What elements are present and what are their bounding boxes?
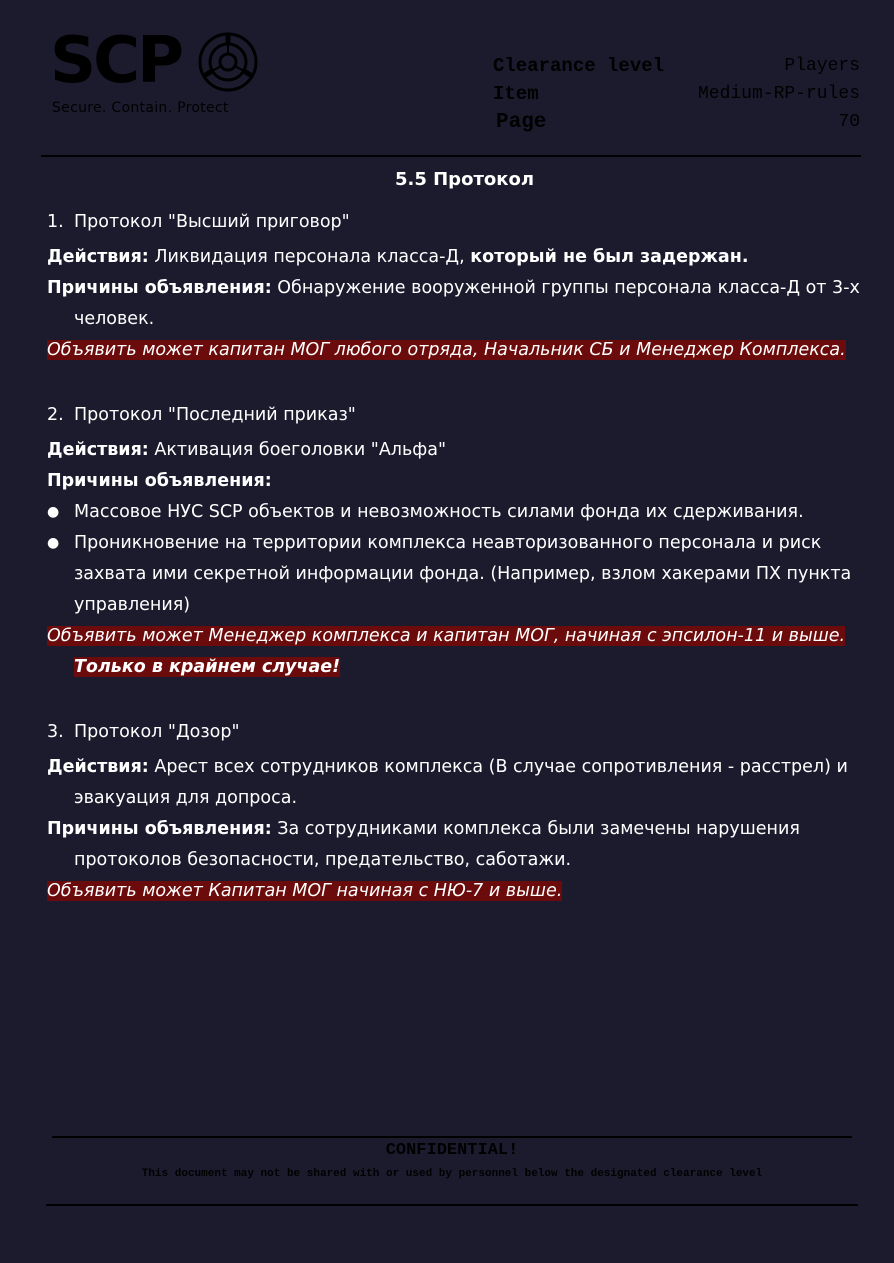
confidential-label: CONFIDENTIAL! xyxy=(385,1141,519,1160)
scp-emblem-icon xyxy=(198,32,258,92)
protocol-3-reasons xyxy=(47,814,862,876)
scp-logo xyxy=(50,24,260,120)
list-item: ● Массовое НУС SCP объектов и невозможность силами фонда их сдерживания. xyxy=(47,497,862,528)
header-divider xyxy=(41,155,861,157)
protocol-1-announce xyxy=(47,335,862,366)
reasons-label: Причины объявления: xyxy=(47,819,272,839)
item-row xyxy=(493,80,860,108)
protocol-2-actions xyxy=(47,435,862,466)
clearance-row xyxy=(493,52,860,80)
reasons-label: Причины объявления: xyxy=(47,471,272,491)
actions-text: Арест всех сотрудников комплекса (В случае сопротивления - расстрел) и эвакуация для допроса. xyxy=(74,757,848,808)
announce-text: Объявить может капитан МОГ любого отряда, Начальник СБ и Менеджер Комплекса. xyxy=(47,340,846,360)
footer-divider-bottom xyxy=(46,1204,858,1206)
item-label: Item xyxy=(493,83,539,105)
actions-label: Действия: xyxy=(47,757,149,777)
protocol-3-announce xyxy=(47,876,862,907)
actions-label: Действия: xyxy=(47,440,149,460)
protocol-3-title xyxy=(47,717,862,748)
confidential-notice: This document may not be shared with or used by personnel below the designated clearance level xyxy=(141,1168,763,1180)
document-meta xyxy=(493,52,860,136)
announce-strong: Только в крайнем случае! xyxy=(74,657,341,677)
protocol-2-title xyxy=(47,400,862,431)
actions-bold: который не был задержан xyxy=(470,247,742,267)
protocol-number: 3. xyxy=(47,722,64,742)
page-label: Page xyxy=(496,110,547,134)
protocol-1-actions xyxy=(47,242,862,273)
reasons-label: Причины объявления: xyxy=(47,278,272,298)
logo-tagline: Secure. Contain. Protect xyxy=(52,100,229,116)
reasons-text: Обнаружение вооруженной группы персонала класса-Д от 3-х человек. xyxy=(74,278,860,329)
page-row xyxy=(493,108,860,136)
logo-text: SCP xyxy=(50,24,181,98)
protocol-name: Протокол "Высший приговор" xyxy=(74,212,350,232)
clearance-value: Players xyxy=(784,56,860,76)
page-value: 70 xyxy=(838,112,860,132)
actions-text: Активация боеголовки "Альфа" xyxy=(148,440,447,460)
actions-text: Ликвидация персонала класса-Д, xyxy=(148,247,471,267)
protocol-name: Протокол "Последний приказ" xyxy=(74,405,356,425)
protocol-2-announce xyxy=(47,621,862,683)
document-body xyxy=(47,164,862,907)
footer-divider-top xyxy=(52,1136,852,1138)
list-item: ● Проникновение на территории комплекса неавторизованного персонала и риск захвата ими секретной информации фонда. (Например, взлом хакерами ПХ пункта управления) xyxy=(47,528,862,621)
actions-label: Действия: xyxy=(47,247,149,267)
protocol-1-title xyxy=(47,207,862,238)
protocol-number: 1. xyxy=(47,212,64,232)
protocol-3-actions xyxy=(47,752,862,814)
item-value: Medium-RP-rules xyxy=(697,84,860,104)
actions-tail: . xyxy=(741,247,749,267)
protocol-1-reasons xyxy=(47,273,862,335)
announce-text: Объявить может Менеджер комплекса и капитан МОГ, начиная с эпсилон-11 и выше. xyxy=(47,626,846,646)
protocol-name: Протокол "Дозор" xyxy=(74,722,240,742)
reasons-text: За сотрудниками комплекса были замечены нарушения протоколов безопасности, предательство, саботажи. xyxy=(74,819,800,870)
announce-text: Объявить может Капитан МОГ начиная с НЮ-7 и выше. xyxy=(47,881,563,901)
protocol-2-reasons xyxy=(47,466,862,497)
clearance-label: Clearance level xyxy=(493,55,665,77)
protocol-2-reasons-list xyxy=(47,497,862,621)
section-title: 5.5 Протокол xyxy=(394,169,535,190)
protocol-number: 2. xyxy=(47,405,64,425)
